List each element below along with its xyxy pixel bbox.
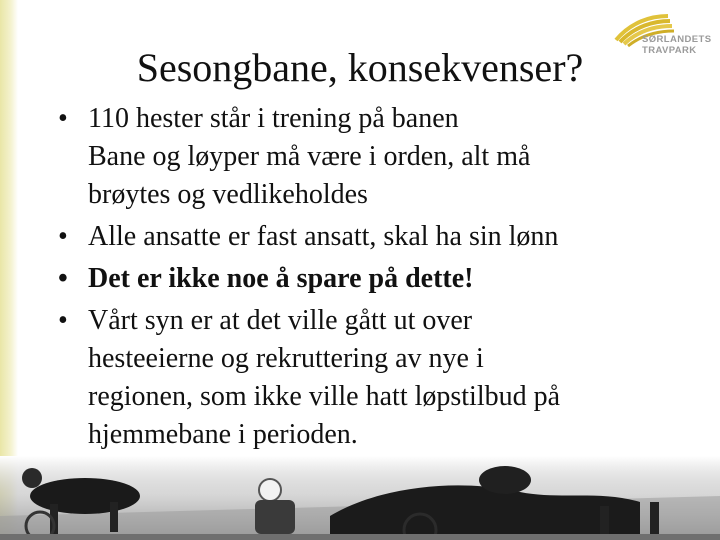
bullet-line: hesteeierne og rekruttering av nye i <box>88 343 484 374</box>
bullet-dot: • <box>58 103 68 134</box>
bullet-item-emphasis <box>54 260 694 298</box>
bullet-dot: • <box>58 221 68 252</box>
logo-text <box>642 34 720 56</box>
bullet-line: Vårt syn er at det ville gått ut over <box>88 305 473 336</box>
bullet-item <box>54 302 694 454</box>
driver-right-body <box>255 500 295 534</box>
bullet-line: regionen, som ikke ville hatt løpstilbud på <box>88 381 561 412</box>
horse-right-head <box>479 466 531 494</box>
bullet-dot: • <box>58 305 68 336</box>
bullet-line: Alle ansatte er fast ansatt, skal ha sin lønn <box>88 221 559 252</box>
bullet-line: Bane og løyper må være i orden, alt må <box>88 141 531 172</box>
slide-title: Sesongbane, konsekvenser? <box>136 45 584 90</box>
logo-text-line1: SØRLANDETS <box>642 34 712 45</box>
horse-left <box>30 478 140 514</box>
driver-right-helmet <box>259 479 281 501</box>
bullet-dot: • <box>58 263 68 294</box>
bullet-line: brøytes og vedlikeholdes <box>88 179 368 210</box>
bullet-line: 110 hester står i trening på banen <box>88 103 459 134</box>
driver-left-helmet <box>22 468 42 488</box>
bullet-item <box>54 100 694 214</box>
bullet-line: hjemmebane i perioden. <box>88 419 358 450</box>
bullet-list <box>54 100 694 458</box>
harness-racing-photo <box>0 456 720 540</box>
bullet-item <box>54 218 694 256</box>
bullet-line: Det er ikke noe å spare på dette! <box>88 263 474 294</box>
horse-left-leg <box>110 502 118 532</box>
fence <box>0 534 720 540</box>
logo-text-line2: TRAVPARK <box>642 45 697 56</box>
